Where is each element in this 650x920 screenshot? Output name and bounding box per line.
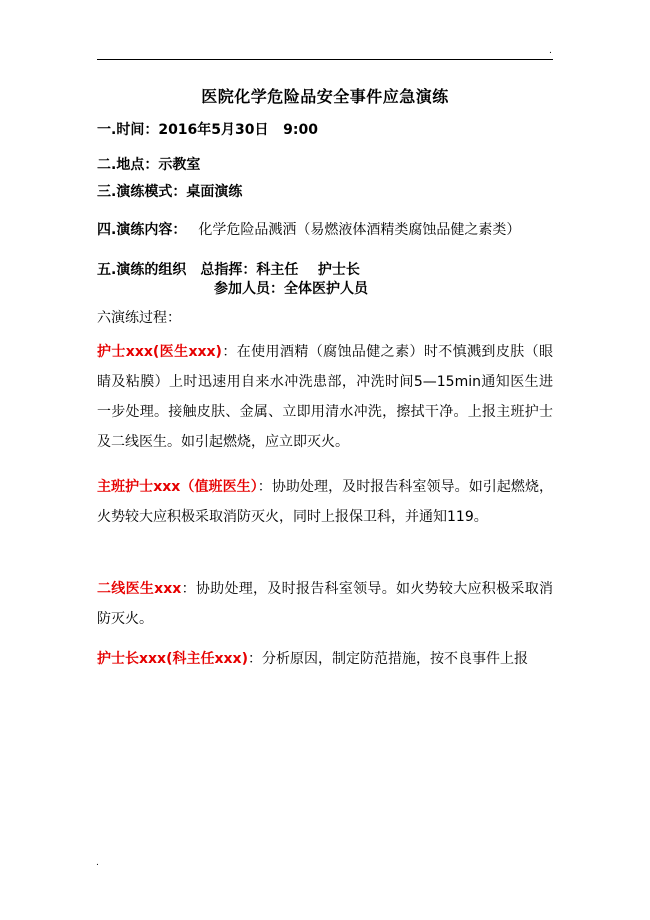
mode-value: 桌面演练	[186, 184, 243, 200]
step-3	[97, 574, 553, 634]
section-organization	[97, 260, 360, 280]
section-place	[97, 155, 200, 175]
mode-label: 三.演练模式：	[97, 184, 187, 200]
step-3-role: 二线医生xxx	[97, 581, 182, 597]
content-label: 四.演练内容：	[97, 222, 187, 238]
step-1-sep: ：	[221, 344, 237, 360]
place-label: 二.地点：	[97, 157, 159, 173]
step-4-sep: ：	[247, 651, 262, 667]
section-time	[97, 120, 318, 140]
document-title: 医院化学危险品安全事件应急演练	[201, 87, 449, 106]
step-1-text: 在使用酒精（腐蚀品健之素）时不慎溅到皮肤（眼睛及粘膜）上时迅速用自来水冲洗患部，冲洗时间5—15min通知医生进一步处理。接触皮肤、金属、立即用清水冲洗，擦拭干净。上报主班护士及二线医生。如引起燃烧，应立即灭火。	[97, 344, 554, 450]
content-value: 化学危险品溅洒（易燃液体酒精类腐蚀品健之素类）	[198, 222, 521, 238]
step-2-role: 主班护士xxx（值班医生）	[97, 479, 258, 495]
step-2-sep: ：	[257, 479, 272, 495]
header-rule	[97, 59, 553, 60]
step-3-text: 协助处理，及时报告科室领导。如火势较大应积极采取消防灭火。	[97, 581, 553, 627]
org-participants: 参加人员：全体医护人员	[214, 281, 368, 297]
place-value: 示教室	[158, 157, 201, 173]
header-mark: .	[549, 46, 552, 56]
section-content	[97, 220, 520, 240]
step-2	[97, 472, 553, 532]
step-4-role: 护士长xxx(科主任xxx)	[97, 651, 248, 667]
step-4-text: 分析原因，制定防范措施，按不良事件上报	[261, 651, 528, 667]
process-label: 六演练过程：	[97, 310, 181, 326]
step-1-role: 护士xxx(医生xxx)	[97, 344, 222, 360]
step-4	[97, 644, 553, 674]
org-commander: 总指挥：科主任 护士长	[200, 262, 360, 278]
time-value: 2016年5月30日 9:00	[158, 122, 318, 138]
time-label: 一.时间：	[97, 122, 159, 138]
section-mode	[97, 182, 242, 202]
step-1	[97, 337, 553, 457]
step-3-sep: ：	[181, 581, 196, 597]
step-2-text: 协助处理，及时报告科室领导。如引起燃烧，火势较大应积极采取消防灭火，同时上报保卫科，并通知119。	[97, 479, 554, 525]
org-label: 五.演练的组织	[97, 262, 187, 278]
footer-mark: .	[96, 858, 99, 868]
